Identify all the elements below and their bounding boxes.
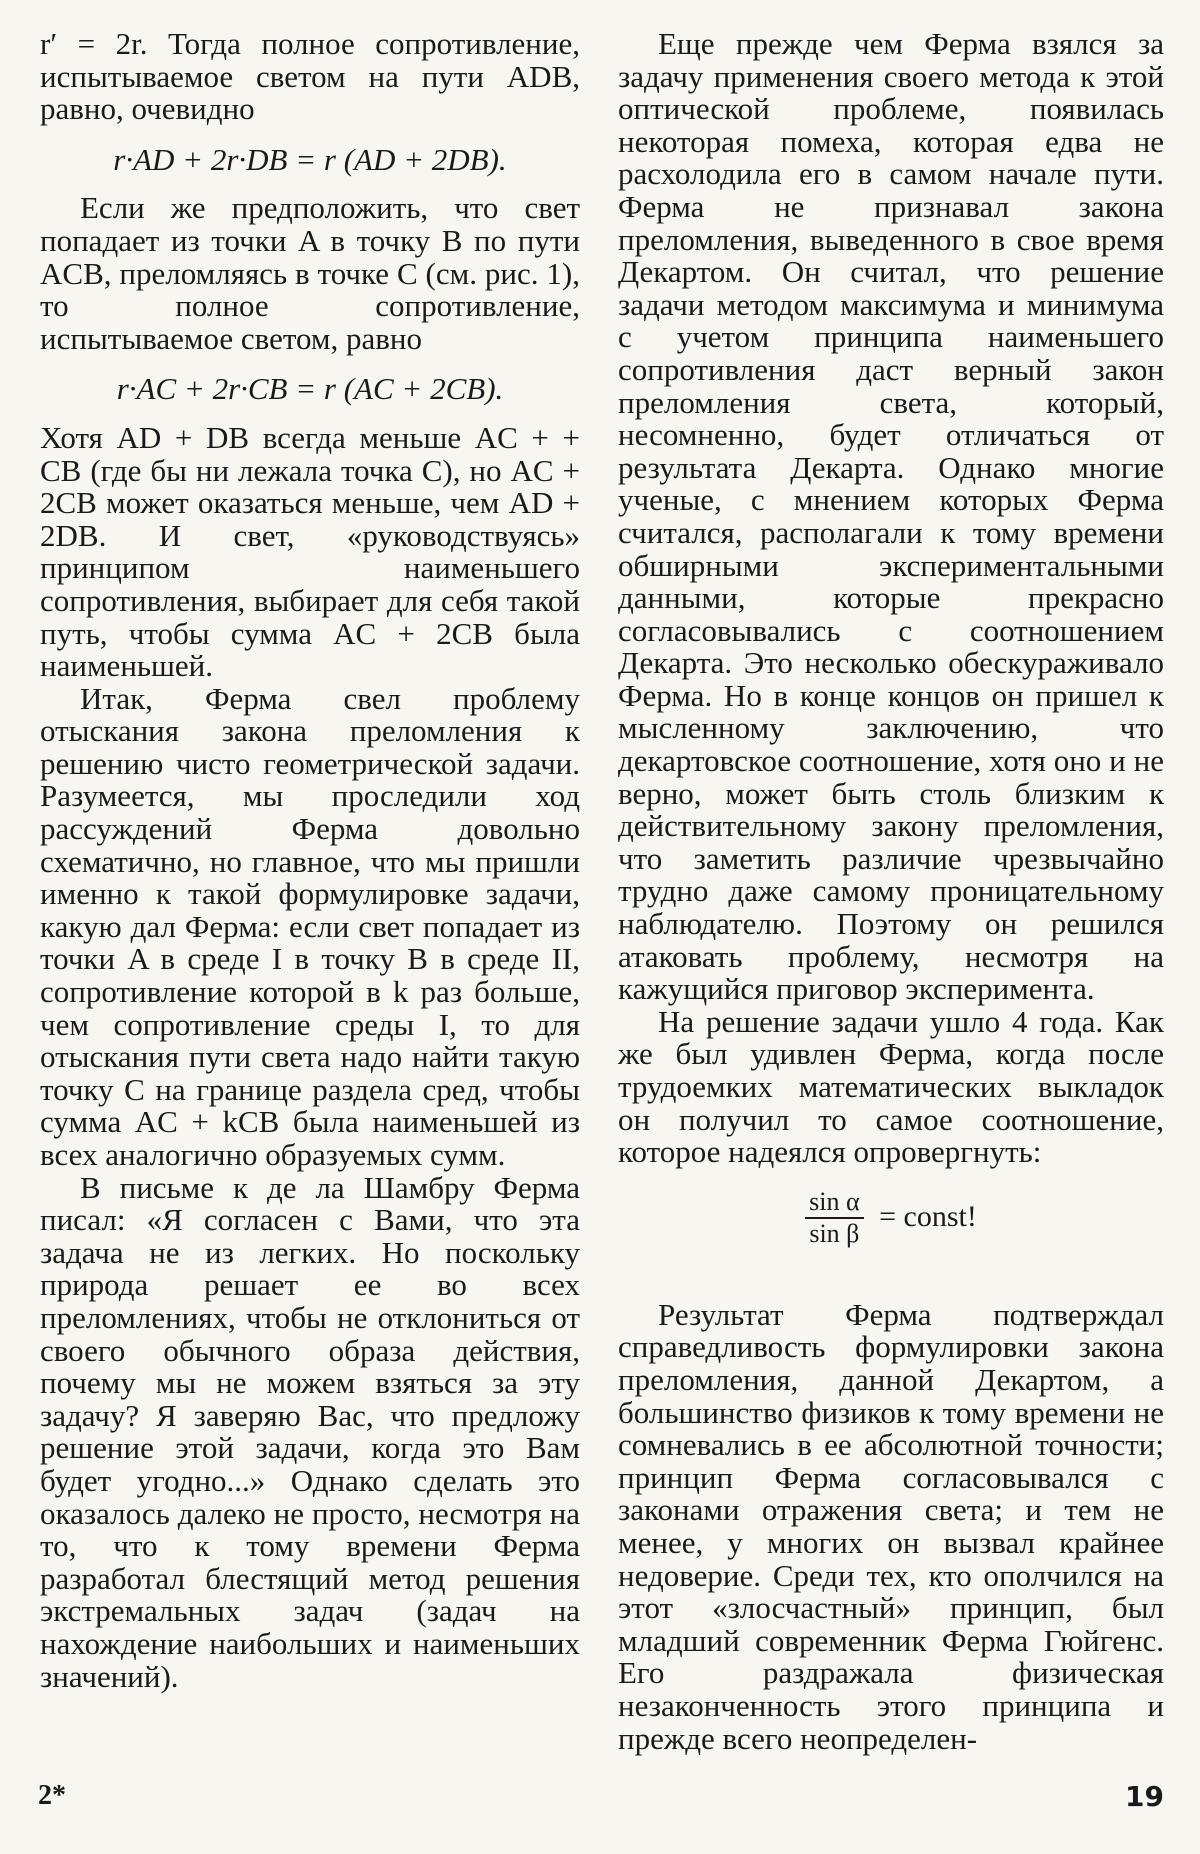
snell-law-formula bbox=[618, 1187, 1164, 1249]
page-number: 19 bbox=[1125, 1780, 1164, 1813]
paragraph: На решение задачи ушло 4 года. Как же был удивлен Ферма, когда после трудоемких математических выкладок он получил то самое соотношение, которое надеялся опровергнуть: bbox=[618, 1003, 1164, 1170]
fraction-denominator: sin β bbox=[809, 1218, 860, 1248]
paragraph: Если же предположить, что свет попадает из точки A в точку B по пути ACB, преломляясь в точке C (см. рис. 1), то полное сопротивление, испытываемое светом, равно bbox=[40, 190, 580, 356]
right-column bbox=[618, 28, 1164, 1755]
formula-resistance-adb: r·AD + 2r·DB = r (AD + 2DB). bbox=[113, 141, 507, 177]
paragraph: Еще прежде чем Ферма взялся за задачу применения своего метода к этой оптической проблеме, появилась некоторая помеха, которая едва не расхолодила его в самом начале пути. Ферма не признавал закона преломления, выведенного в свое время Декартом. Он считал, что решение задачи методом максимума и минимума с учетом принципа наименьшего сопротивления даст верный закон преломления света, который, несомненно, будет отличаться от результата Декарта. Однако многие ученые, с мнением которых Ферма считался, располагали к тому времени обширными экспериментальными данными, которые прекрасно согласовывались с соотношением Декарта. Это несколько обескураживало Ферма. Но в конце концов он пришел к мысленному заключению, что декартовское соотношение, хотя оно и не верно, может быть столь близким к действительному закону преломления, что заметить различие чрезвычайно трудно даже самому проницательному наблюдателю. Поэтому он решился атаковать проблему, несмотря на кажущийся приговор эксперимента. bbox=[618, 26, 1164, 1007]
paragraph: Результат Ферма подтверждал справедливость формулировки закона преломления, данной Декартом, а большинство физиков к тому времени не сомневались в ее абсолютной точности; принцип Ферма согласовывался с законами отражения света; и тем не менее, у многих он вызвал крайнее недоверие. Среди тех, кто ополчился на этот «злосчастный» принцип, был младший современник Ферма Гюйгенс. Его раздражала физическая незаконченность этого принципа и прежде всего неопределен- bbox=[618, 1296, 1164, 1756]
paragraph: Хотя AD + DB всегда меньше AC + + CB (где бы ни лежала точка C), но AC + 2CB может оказаться меньше, чем AD + 2DB. И свет, «руководствуясь» принципом наименьшего сопротивления, выбирает для себя такой путь, чтобы сумма AC + 2CB была наименьшей. bbox=[40, 419, 580, 684]
paragraph: Итак, Ферма свел проблему отыскания закона преломления к решению чисто геометрической задачи. Разумеется, мы проследили ход рассуждений Ферма довольно схематично, но главное, что мы пришли именно к такой формулировке задачи, какую дал Ферма: если свет попадает из точки A в среде I в точку B в среде II, сопротивление которой в k раз больше, чем сопротивление среды I, то для отыскания пути света надо найти такую точку C на границе раздела сред, чтобы сумма AC + kCB была наименьшей из всех аналогично образуемых сумм. bbox=[40, 680, 580, 1172]
fraction-rhs: = const! bbox=[879, 1200, 977, 1234]
paragraph: В письме к де ла Шамбру Ферма писал: «Я согласен с Вами, что эта задача не из легких. Но поскольку природа решает ее во всех преломлениях, чтобы не отклониться от своего обычного образа действия, почему мы не можем взяться за эту задачу? Я заверяю Вас, что предложу решение этой задачи, когда это Вам будет угодно...» Однако сделать это оказалось далеко не просто, несмотря на то, что к тому времени Ферма разработал блестящий метод решения экстремальных задач (задач на нахождение наибольших и наименьших значений). bbox=[40, 1169, 580, 1694]
fraction bbox=[805, 1187, 863, 1249]
paragraph: r′ = 2r. Тогда полное сопротивление, испытываемое светом на пути ADB, равно, очевидно bbox=[40, 26, 580, 127]
signature-mark: 2* bbox=[38, 1780, 66, 1811]
fraction-numerator: sin α bbox=[805, 1187, 863, 1219]
left-column bbox=[40, 28, 580, 1693]
formula-resistance-acb: r·AC + 2r·CB = r (AC + 2CB). bbox=[116, 371, 504, 407]
